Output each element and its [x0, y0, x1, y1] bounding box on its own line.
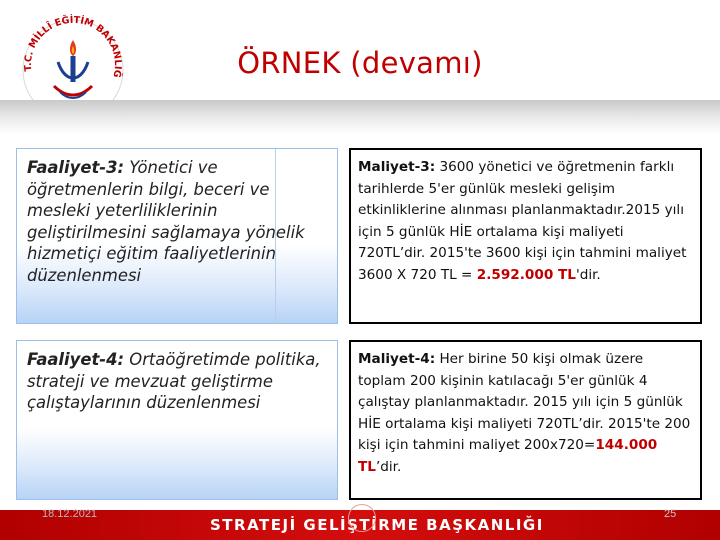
- cost-box: [349, 148, 702, 324]
- cost-total: 2.592.000 TL: [476, 266, 576, 283]
- cost-suffix: ’dir.: [375, 458, 402, 475]
- activity-label: Faaliyet-4:: [27, 350, 125, 369]
- cost-total: 144.000 TL: [358, 437, 658, 475]
- activity-description: Yönetici ve öğretmenlerin bilgi, beceri ve mesleki yeterliliklerinin geliştirilmesini sağlamaya yönelik hizmetiçi eğitim faaliyetlerinin düzenlenmesi: [27, 158, 305, 285]
- slide-title: ÖRNEK (devamı): [237, 46, 483, 80]
- activity-text: [27, 349, 327, 414]
- cost-description: Her birine 50 kişi olmak üzere toplam 200 kişinin katılacağı 5'er günlük 4 çalıştay planlanmaktadır. 2015 yılı için 5 günlük HİE ortalama kişi maliyeti 720TL’dir. 2015'te 200 kişi için tahmini maliyet 200x720=: [358, 351, 691, 453]
- activity-label: Faaliyet-3:: [27, 158, 125, 177]
- footer-emblem-icon: [348, 504, 376, 532]
- activity-box: [16, 340, 338, 500]
- footer-date: 18.12.2021: [42, 508, 98, 520]
- activity-description: Ortaöğretimde politika, strateji ve mevzuat geliştirme çalıştaylarının düzenlenmesi: [27, 350, 321, 412]
- cost-box: [349, 340, 702, 500]
- logo-text: T.C. MİLLÎ EĞİTİM BAKANLIĞ: [22, 14, 124, 79]
- activity-box: [16, 148, 338, 324]
- cost-label: Maliyet-3:: [358, 159, 436, 175]
- footer-org-name: STRATEJİ GELİŞTİRME BAŞKANLIĞI: [210, 516, 544, 534]
- activity-text: [27, 157, 327, 286]
- page-number: 25: [664, 508, 677, 520]
- title-divider: [0, 100, 720, 134]
- cost-suffix: 'dir.: [575, 266, 601, 283]
- cost-description: 3600 yönetici ve öğretmenin farklı tarihlerde 5'er günlük mesleki gelişim etkinliklerine alınması planlanmaktadır.2015 yılı için 5 günlük HİE ortalama kişi maliyeti 720TL’dir. 2015'te 3600 kişi için tahmini maliyet 3600 X 720 TL =: [358, 159, 687, 283]
- cost-label: Maliyet-4:: [358, 351, 436, 367]
